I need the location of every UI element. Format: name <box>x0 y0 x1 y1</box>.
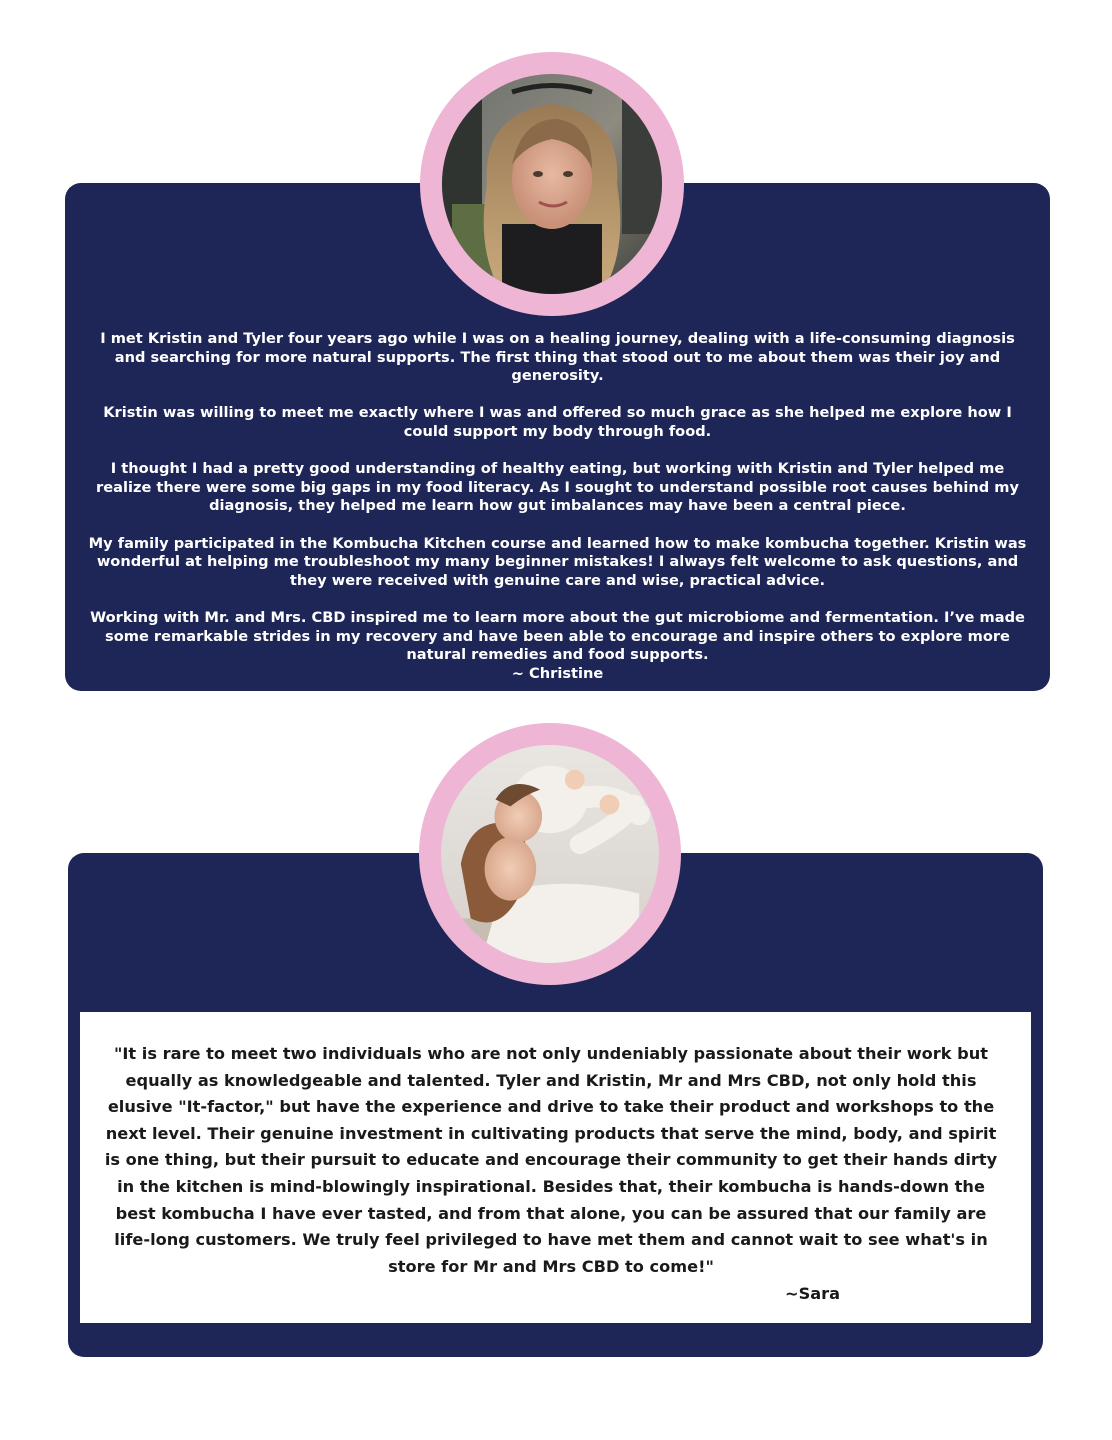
testimonial-1-paragraph-4: My family participated in the Kombucha Kitchen course and learned how to make kombucha together. Kristin was wonderful at helping me troubleshoot my many beginner mistakes! I always felt welcome to ask questions, and they were received with genuine care and wise, practical advice. <box>88 534 1027 589</box>
testimonial-2-quote: "It is rare to meet two individuals who are not only undeniably passionate about their work but equally as knowledgeable and talented. Tyler and Kristin, Mr and Mrs CBD, not only hold this elusive "It-factor," but have the experience and drive to take their product and workshops to the next level. Their genuine investment in cultivating products that serve the mind, body, and spirit is one thing, but their pursuit to educate and encourage their community to get their hands dirty in the kitchen is mind-blowingly inspirational. Besides that, their kombucha is hands-down the best kombucha I have ever tasted, and from that alone, you can be assured that our family are life-long customers. We truly feel privileged to have met them and cannot wait to see what's in store for Mr and Mrs CBD to come!" <box>104 1044 998 1276</box>
avatar-ring-christine <box>420 52 684 316</box>
testimonial-1-paragraph-2: Kristin was willing to meet me exactly where I was and offered so much grace as she helped me explore how I could support my body through food. <box>103 404 1012 440</box>
testimonial-text-sara <box>98 1041 1004 1280</box>
avatar-photo-sara <box>441 745 659 963</box>
testimonial-1-paragraph-1: I met Kristin and Tyler four years ago while I was on a healing journey, dealing with a life-consuming diagnosis and searching for more natural supports. The first thing that stood out to me about them was their joy and generosity. <box>100 330 1015 385</box>
testimonial-1-paragraph-3: I thought I had a pretty good understanding of healthy eating, but working with Kristin and Tyler helped me realize there were some big gaps in my food literacy. As I sought to understand possible root causes behind my diagnosis, they helped me learn how gut imbalances may have been a central piece. <box>96 460 1019 515</box>
testimonial-1-signature: ~ Christine <box>511 664 604 682</box>
avatar-ring-sara <box>419 723 681 985</box>
testimonial-2-signature: ~Sara <box>785 1284 841 1303</box>
testimonial-1-paragraph-5: Working with Mr. and Mrs. CBD inspired me to learn more about the gut microbiome and fermentation. I’ve made some remarkable strides in my recovery and have been able to encourage and inspire others to explore more natural remedies and food supports. <box>90 608 1025 664</box>
avatar-photo-christine <box>442 74 662 294</box>
testimonial-text-christine <box>85 330 1030 683</box>
